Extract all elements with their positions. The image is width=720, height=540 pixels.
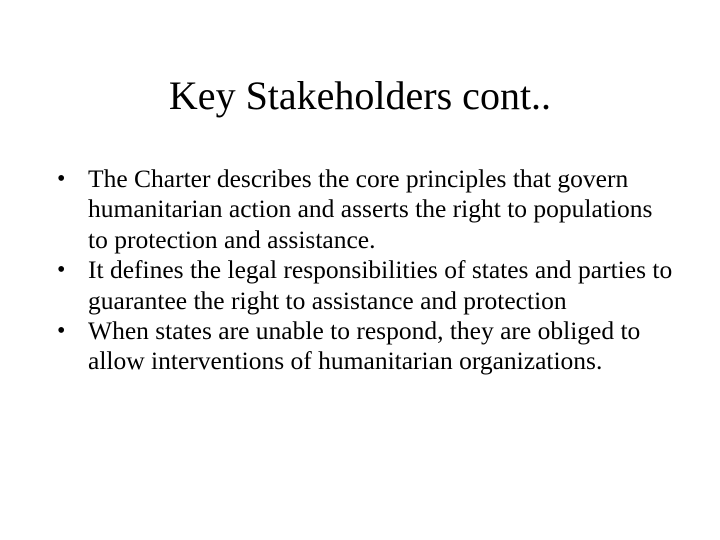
bullet-item [57, 164, 677, 255]
bullet-icon: • [57, 318, 66, 345]
bullet-item [57, 316, 677, 377]
slide-title: Key Stakeholders cont.. [168, 73, 552, 118]
bullet-list [57, 164, 677, 377]
bullet-text: It defines the legal responsibilities of states and parties to guarantee the right to assistance and protection [88, 255, 673, 315]
bullet-text: The Charter describes the core principles that govern humanitarian action and asserts the right to populations to protection and assistance. [88, 164, 653, 254]
bullet-icon: • [57, 166, 66, 192]
bullet-text: When states are unable to respond, they are obliged to allow interventions of humanitarian organizations. [88, 316, 641, 376]
bullet-icon: • [57, 257, 66, 284]
bullet-item [57, 255, 677, 316]
